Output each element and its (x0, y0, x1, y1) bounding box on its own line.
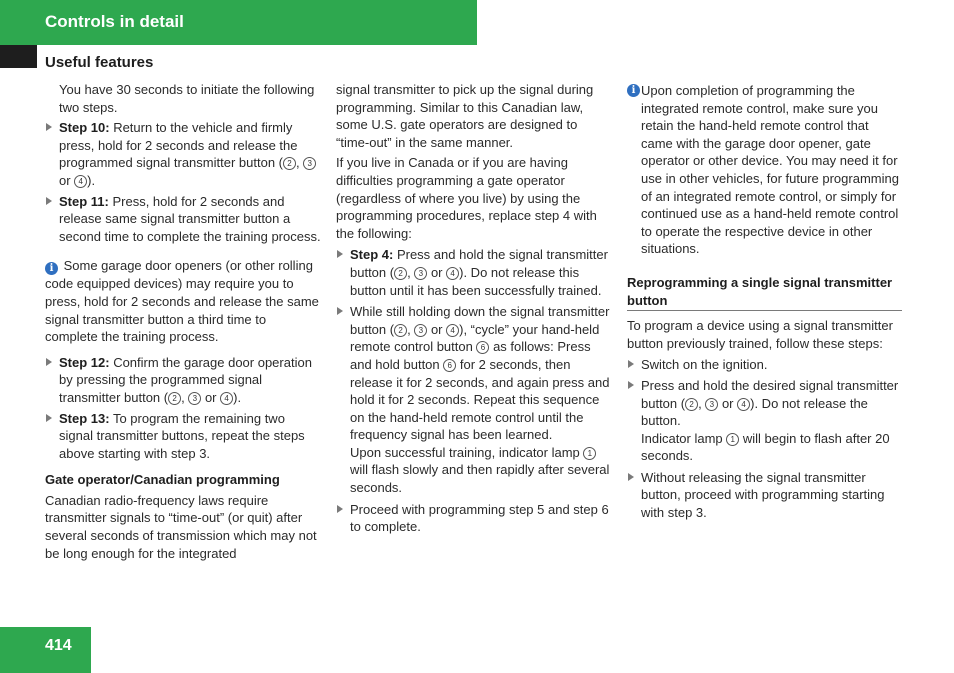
reprogramming-intro: To program a device using a signal transmitter button previously trained, follow these steps: (627, 318, 893, 351)
page-number: 414 (45, 637, 72, 654)
bullet-arrow-icon (337, 307, 343, 315)
bullet-arrow-icon (628, 381, 634, 389)
press-hold-step: Press and hold the desired signal transmitter button ( 2 , 3 or 4 ). Do not release the button. Indicator lamp 1 will begin to flash after 20 seconds. (627, 377, 902, 465)
info-icon: i (627, 84, 640, 97)
button-4-icon: 4 (446, 267, 459, 280)
step-11: Step 11: Press, hold for 2 seconds and release same signal transmitter button a second time to complete the training process. (45, 193, 321, 246)
column-1 (45, 81, 321, 565)
intro-text: You have 30 seconds to initiate the following two steps. (59, 82, 315, 115)
button-4-icon: 4 (446, 324, 459, 337)
bullet-arrow-icon (46, 358, 52, 366)
step-4-replacement: Step 4: Press and hold the signal transmitter button ( 2 , 3 or 4 ). Do not release this button until it has been successfully trained. (336, 246, 611, 299)
canada-text: If you live in Canada or if you are having difficulties programming a gate operator (regardless of where you live) by using the programming procedures, replace step 4 with the following: (336, 155, 597, 241)
column-3 (627, 82, 902, 525)
reprogramming-heading: Reprogramming a single signal transmitter button (627, 274, 902, 311)
step-13: Step 13: To program the remaining two signal transmitter buttons, repeat the steps above starting with step 3. (45, 410, 321, 463)
bullet-arrow-icon (46, 414, 52, 422)
ignition-step: Switch on the ignition. (627, 356, 902, 374)
button-4-icon: 4 (74, 175, 87, 188)
section-title: Useful features (45, 54, 154, 71)
indicator-lamp-1-icon: 1 (726, 433, 739, 446)
indicator-lamp-1-icon: 1 (583, 447, 596, 460)
bullet-arrow-icon (46, 123, 52, 131)
button-3-icon: 3 (705, 398, 718, 411)
section-marker (0, 45, 37, 68)
button-4-icon: 4 (737, 398, 750, 411)
gate-operator-text: Canadian radio-frequency laws require transmitter signals to “time-out” (or quit) after several seconds of transmission which may not be long enough for the integrated (45, 492, 317, 561)
chapter-title: Controls in detail (45, 12, 184, 31)
button-3-icon: 3 (303, 157, 316, 170)
button-4-icon: 4 (220, 392, 233, 405)
button-2-icon: 2 (168, 392, 181, 405)
bullet-arrow-icon (628, 360, 634, 368)
button-2-icon: 2 (283, 157, 296, 170)
step-12: Step 12: Confirm the garage door operation by pressing the programmed signal transmitter button ( 2 , 3 or 4 ). (45, 354, 321, 407)
info-icon: i (45, 262, 58, 275)
remote-button-6-icon: 6 (476, 341, 489, 354)
gate-operator-heading: Gate operator/Canadian programming (45, 472, 280, 488)
bullet-arrow-icon (628, 473, 634, 481)
button-3-icon: 3 (414, 267, 427, 280)
info-note: i Some garage door openers (or other rolling code equipped devices) may require you to press, hold for 2 seconds and release the same signal transmitter button a third time to complete the training process. (45, 258, 319, 345)
bullet-arrow-icon (337, 250, 343, 258)
proceed-step: Proceed with programming step 5 and step 6 to complete. (336, 501, 611, 536)
step-10: Step 10: Return to the vehicle and firmly press, hold for 2 seconds and release the programmed signal transmitter button ( 2 , 3 or 4 ). (45, 119, 321, 189)
button-3-icon: 3 (188, 392, 201, 405)
bullet-arrow-icon (46, 197, 52, 205)
column-2 (336, 81, 611, 539)
hold-cycle-step: While still holding down the signal transmitter button ( 2 , 3 or 4 ), “cycle” your hand-held remote control button 6 as follows: Press and hold button 6 for 2 seconds, then release it for 2 seconds, and again press and hold it for 2 seconds. Repeat this sequence on the hand-held remote control until the frequency signal has been learned. Upon successful training, indicator lamp 1 will flash slowly and then rapidly after several seconds. (336, 303, 611, 497)
info-note-retain-remote: i Upon completion of programming the integrated remote control, make sure you retain the hand-held remote control that came with the garage door opener, gate operator or other device. You may need it for use in other vehicles, for future programming of an integrated remote control, or simply for continued use as a hand-held remote control to operate the respective device in other situations. (627, 82, 902, 258)
without-releasing-step: Without releasing the signal transmitter button, proceed with programming starting with step 3. (627, 469, 902, 522)
button-2-icon: 2 (394, 267, 407, 280)
button-2-icon: 2 (685, 398, 698, 411)
continued-text: signal transmitter to pick up the signal during programming. Similar to this Canadian law, some U.S. gate operators are designed to “time-out” in the same manner. (336, 82, 594, 150)
bullet-arrow-icon (337, 505, 343, 513)
button-3-icon: 3 (414, 324, 427, 337)
remote-button-6-icon: 6 (443, 359, 456, 372)
button-2-icon: 2 (394, 324, 407, 337)
